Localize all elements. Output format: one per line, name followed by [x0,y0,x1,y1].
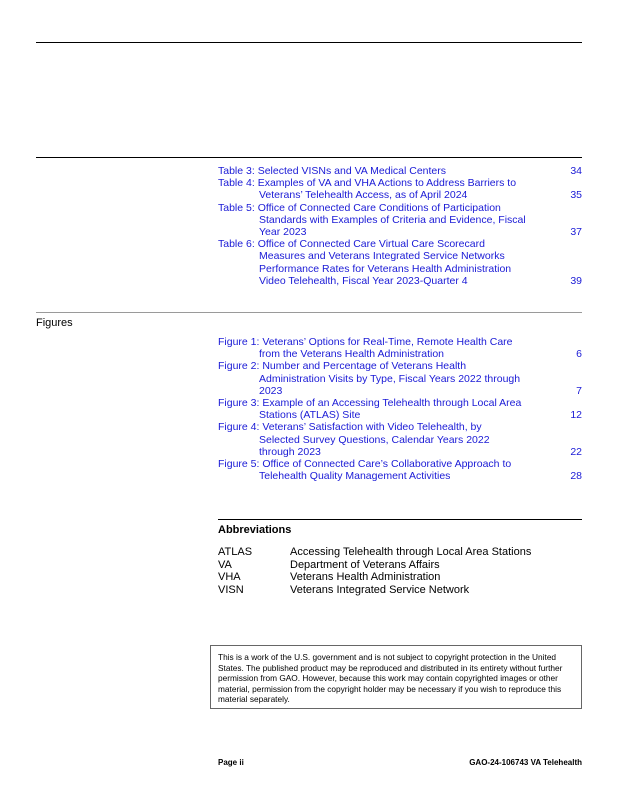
report-id: GAO-24-106743 VA Telehealth [469,758,582,767]
abbreviation-definition: Accessing Telehealth through Local Area Stations [290,546,532,558]
entry-line: through 2023 [259,445,321,458]
abbreviation-definition: Veterans Integrated Service Network [290,583,470,596]
entry-line: Figure 2: Number and Percentage of Veterans Health [218,360,467,373]
entry-line: Figure 5: Office of Connected Care’s Collaborative Approach to [218,458,512,471]
toc-entry-figure-2[interactable] [218,360,582,397]
page-number: 34 [570,165,582,177]
page-number: 28 [570,470,582,483]
entry-line: Selected Survey Questions, Calendar Years 2022 [259,433,490,446]
entry-line: Table 6: Office of Connected Care Virtual Care Scorecard [218,238,485,251]
toc-entry-figure-4[interactable] [218,421,582,458]
figures-section-rule [36,312,582,313]
abbreviations-rule [218,519,582,520]
entry-line: Administration Visits by Type, Fiscal Years 2022 through [259,372,521,385]
top-rule [36,42,582,43]
toc-entry-table-3[interactable] [218,165,582,177]
entry-line: Standards with Examples of Criteria and Evidence, Fiscal [259,213,526,226]
abbreviations-list [218,546,531,596]
abbreviation-definition: Department of Veterans Affairs [290,558,440,571]
page-number: 35 [570,189,582,202]
toc-entry-table-5[interactable] [218,202,582,239]
page-number: 6 [576,348,582,361]
page-number: 12 [570,409,582,422]
abbreviation-row [218,559,531,572]
toc-entry-table-6[interactable] [218,238,582,287]
abbreviations-heading: Abbreviations [218,524,292,536]
page-number: 37 [570,226,582,239]
toc-entry-figure-5[interactable] [218,458,582,482]
entry-line: Figure 3: Example of an Accessing Telehealth through Local Area [218,397,522,410]
entry-line: Performance Rates for Veterans Health Administration [259,262,512,275]
entry-line: Table 3: Selected VISNs and VA Medical Centers [218,165,447,177]
abbreviation-term: VHA [218,571,241,583]
page-number: 39 [570,274,582,287]
page-number: 7 [576,384,582,397]
abbreviation-term: VA [218,558,232,571]
abbreviation-term: ATLAS [218,546,253,558]
page-number: 22 [570,445,582,458]
entry-line: Telehealth Quality Management Activities [259,470,451,483]
entry-line: Stations (ATLAS) Site [259,409,361,422]
tables-list [218,165,582,287]
entry-line: Year 2023 [259,226,307,239]
tables-section-rule [36,157,582,158]
figures-label: Figures [36,317,73,329]
abbreviation-row [218,571,531,584]
entry-line: Video Telehealth, Fiscal Year 2023-Quarter 4 [259,274,468,287]
figures-list [218,336,582,482]
abbreviation-row [218,546,531,559]
copyright-notice: This is a work of the U.S. government and is not subject to copyright protection in the United States. The published product may be reproduced and distributed in its entirety without further permission from GAO. However, because this work may contain copyrighted images or other material, permission from the copyright holder may be necessary if you wish to reproduce this material separately. [210,645,582,709]
entry-line: Figure 1: Veterans’ Options for Real-Time, Remote Health Care [218,336,513,348]
entry-line: 2023 [259,384,283,397]
page-label: Page ii [218,758,244,767]
entry-line: from the Veterans Health Administration [259,348,445,361]
abbreviation-row [218,584,531,597]
abbreviation-definition: Veterans Health Administration [290,571,441,583]
toc-entry-figure-3[interactable] [218,397,582,421]
entry-line: Figure 4: Veterans’ Satisfaction with Video Telehealth, by [218,421,482,434]
entry-line: Measures and Veterans Integrated Service Networks [259,250,505,263]
entry-line: Veterans’ Telehealth Access, as of April 2024 [259,189,468,202]
abbreviation-term: VISN [218,583,244,596]
entry-line: Table 5: Office of Connected Care Conditions of Participation [218,201,501,214]
toc-entry-table-4[interactable] [218,177,582,201]
toc-entry-figure-1[interactable] [218,336,582,360]
entry-line: Table 4: Examples of VA and VHA Actions to Address Barriers to [218,177,517,190]
